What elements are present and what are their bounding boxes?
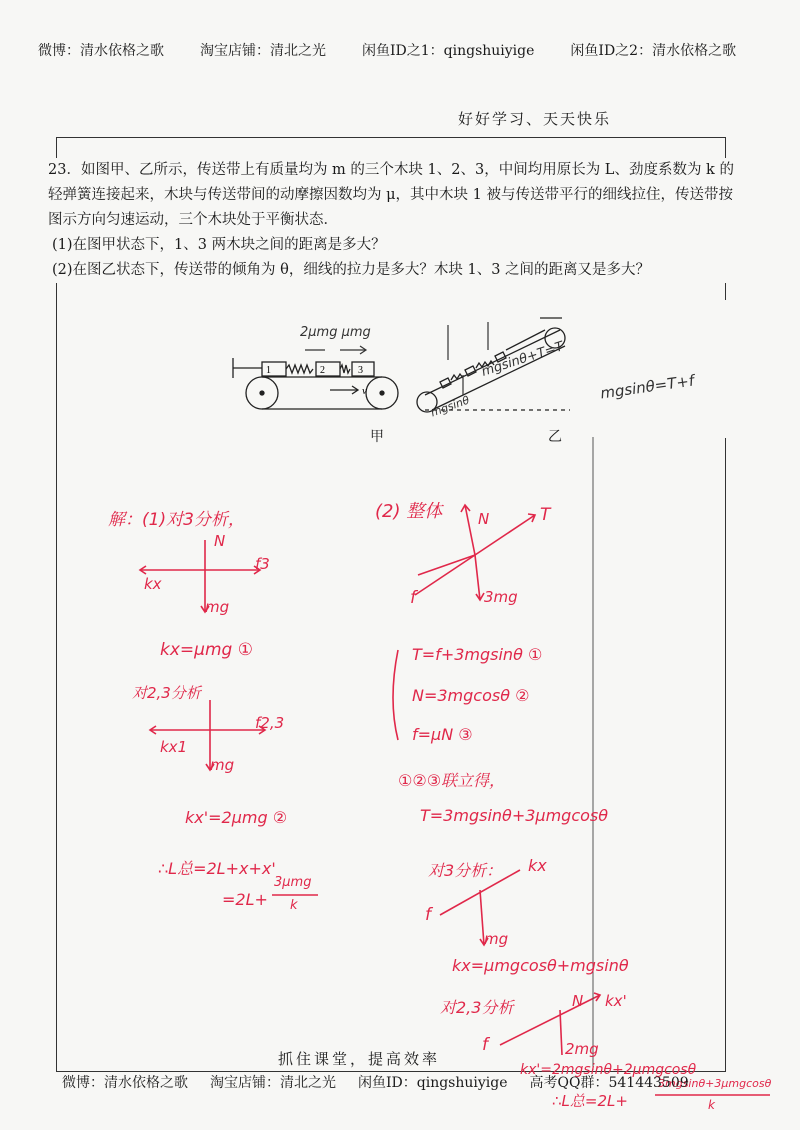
fig-annotation-under: mgsinθ bbox=[428, 393, 472, 420]
sol-left-eq4-num: 3μmg bbox=[274, 875, 312, 890]
fbd1-N: N bbox=[214, 532, 226, 550]
fbd-overall-T: T bbox=[540, 505, 551, 525]
sol-left-eq3: ∴L总=2L+x+x' bbox=[158, 859, 276, 878]
sol-right-sub23: 对2,3分析 bbox=[440, 998, 514, 1017]
fbd23-2mg: 2mg bbox=[565, 1040, 599, 1058]
header-weibo: 微博：清水依格之歌 bbox=[38, 43, 164, 59]
fig-annotation-yi: mgsinθ+T=T bbox=[479, 339, 566, 380]
question-stem: 23．如图甲、乙所示，传送带上有质量均为 m 的三个木块 1、2、3，中间均用原长为 L、劲度系数为 k 的轻弹簧连接起来，木块与传送带间的动摩擦因数均为 μ，其中木块 1 被与传送带平行的细线拉住，传送带按图示方向匀速运动，三个木块处于平衡状态． bbox=[48, 162, 734, 228]
fbd23-N: N bbox=[572, 992, 584, 1010]
fig-annotation-top: 2μmg μmg bbox=[300, 325, 371, 340]
fbd23-f: f bbox=[482, 1035, 488, 1055]
page-slogan: 好好学习、天天快乐 bbox=[458, 110, 612, 128]
fbd23-kx: kx' bbox=[605, 992, 627, 1010]
block-3-label: 3 bbox=[358, 365, 363, 376]
velocity-label: v bbox=[362, 385, 367, 397]
fbd-2 bbox=[150, 700, 265, 770]
fbd2-mg: mg bbox=[210, 756, 235, 774]
sol-right-eqT: T=3mgsinθ+3μmgcosθ bbox=[420, 806, 609, 825]
sol-right-eq-kx: kx=μmgcosθ+mgsinθ bbox=[452, 956, 629, 975]
footer-qq: 高考QQ群：541443509 bbox=[529, 1075, 689, 1091]
sol-right-eq-L-den: k bbox=[708, 1098, 715, 1112]
sol-left-eq4-den: k bbox=[290, 898, 298, 913]
fbd-overall-N: N bbox=[478, 510, 490, 528]
header-taobao: 淘宝店铺：清北之光 bbox=[200, 43, 326, 59]
figure-label-jia: 甲 bbox=[370, 429, 384, 445]
sol-right-sub3: 对3分析： bbox=[428, 861, 503, 880]
sol-left-eq1: kx=μmg ① bbox=[160, 640, 253, 660]
sol-right-combine: ①②③联立得， bbox=[398, 771, 506, 790]
footer-taobao: 淘宝店铺：清北之光 bbox=[210, 1075, 336, 1091]
footer-watermark bbox=[62, 1072, 689, 1092]
block-2-label: 2 bbox=[320, 365, 325, 376]
sol-right-eq2: N=3mgcosθ ② bbox=[412, 686, 530, 705]
header-xianyu-2: 闲鱼ID之2：清水依格之歌 bbox=[570, 43, 737, 59]
sol-right-eq-L-prefix: ∴L总=2L+ bbox=[552, 1092, 628, 1110]
fbd1-mg: mg bbox=[205, 598, 230, 616]
sol-right-eq3: f=μN ③ bbox=[412, 725, 473, 744]
fbd3-f: f bbox=[425, 905, 431, 925]
sol-right-eq1: T=f+3mgsinθ ① bbox=[412, 645, 543, 664]
sol-right-eq-kx2: kx'=2mgsinθ+2μmgcosθ bbox=[520, 1062, 697, 1078]
fbd1-kx: kx bbox=[144, 575, 162, 593]
footer-weibo: 微博：清水依格之歌 bbox=[62, 1075, 188, 1091]
fig-annotation-side: mgsinθ=T+f bbox=[599, 371, 696, 403]
fbd1-f3: f3 bbox=[255, 555, 270, 573]
sol-left-sub2: 对2,3分析 bbox=[132, 684, 201, 702]
figure-area bbox=[210, 300, 730, 438]
sol-right-eq-L-num: 3mgsinθ+3μmgcosθ bbox=[658, 1077, 772, 1090]
sol-left-eq2: kx'=2μmg ② bbox=[185, 808, 288, 827]
question-part-2: (2)在图乙状态下，传送带的倾角为 θ，细线的拉力是多大？木块 1、3 之间的距离又是多大？ bbox=[52, 262, 651, 278]
block-1-label: 1 bbox=[266, 365, 271, 376]
figure-label-yi: 乙 bbox=[548, 429, 562, 445]
fbd2-f23: f2,3 bbox=[255, 714, 285, 732]
header-xianyu-1: 闲鱼ID之1：qingshuiyige bbox=[362, 43, 535, 59]
footer-xianyu: 闲鱼ID：qingshuiyige bbox=[358, 1075, 508, 1091]
sol-right-sub3-kx: kx bbox=[528, 856, 547, 875]
sol-left-eq4-prefix: =2L+ bbox=[222, 890, 268, 909]
fbd3-mg: mg bbox=[484, 930, 509, 948]
fbd-overall-f: f bbox=[410, 588, 416, 608]
fbd2-kx1: kx1 bbox=[160, 738, 188, 756]
footer-slogan: 抓住课堂，提高效率 bbox=[278, 1050, 441, 1068]
sol-left-title: 解：(1)对3分析， bbox=[108, 510, 245, 530]
question-part-1: (1)在图甲状态下，1、3 两木块之间的距离是多大？ bbox=[52, 237, 386, 253]
fbd-overall-3mg: 3mg bbox=[484, 588, 518, 606]
sol-right-title: (2) 整体 bbox=[375, 501, 443, 522]
equation-brace bbox=[393, 650, 398, 740]
